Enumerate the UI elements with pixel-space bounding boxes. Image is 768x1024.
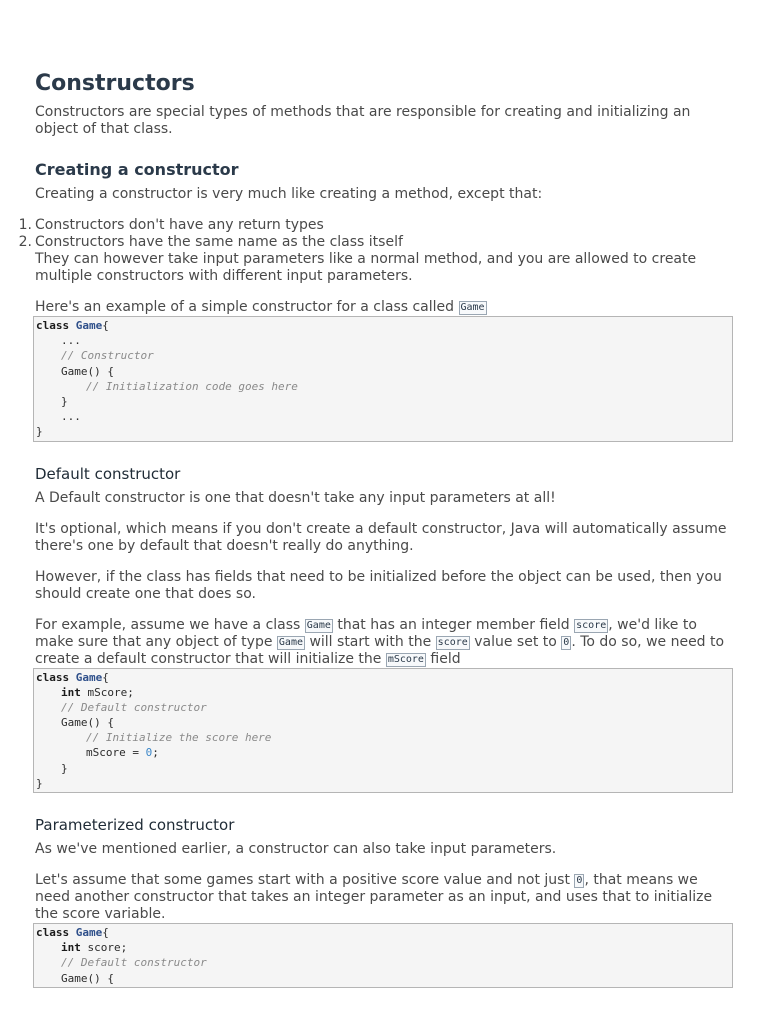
list-item <box>18 234 733 251</box>
list-number: 1. <box>18 217 32 233</box>
code-keyword: int <box>61 941 81 955</box>
code-comment: // Initialize the score here <box>86 731 272 745</box>
code-number: 0 <box>145 746 153 760</box>
section1-lead: Creating a constructor is very much like creating a method, except that: <box>35 186 543 202</box>
text-run: value set to <box>474 633 557 650</box>
code-comment: // Default constructor <box>61 700 207 714</box>
text-run: , we'd like to make sure that any object of type <box>35 616 697 650</box>
code-keyword: int <box>61 685 81 699</box>
text-run: For example, assume we have a class <box>35 616 301 633</box>
text-run: . To do so, we need to create a default constructor that will initialize the <box>35 633 725 667</box>
code-text: { <box>102 670 109 684</box>
code-line: Game() { <box>61 971 114 985</box>
code-text: { <box>102 926 109 939</box>
code-line: Game() { <box>61 716 114 730</box>
code-class-name: Game <box>75 319 103 332</box>
code-block-parameterized-constructor <box>33 923 733 988</box>
section3-paragraph-1: As we've mentioned earlier, a constructor can also take input parameters. <box>35 841 557 857</box>
code-line: } <box>36 776 43 790</box>
list-number: 2. <box>18 234 32 250</box>
inline-code: 0 <box>563 636 570 648</box>
code-keyword: class <box>36 926 70 939</box>
code-text: mScore; <box>87 685 134 699</box>
text-run: will start with the <box>309 633 432 650</box>
inline-code: 0 <box>576 875 583 886</box>
code-text: ; <box>152 746 159 760</box>
code-text: { <box>102 319 109 332</box>
section3-paragraph-2 <box>35 872 733 923</box>
list-item-text: Constructors have the same name as the class itself <box>35 234 403 250</box>
inline-code: mScore <box>387 653 424 665</box>
code-block-simple-constructor <box>33 316 733 442</box>
inline-code: Game <box>460 302 485 313</box>
inline-code: Game <box>278 636 303 648</box>
code-class-name: Game <box>75 670 103 684</box>
section1-after-list: They can however take input parameters like a normal method, and you are allowed to create multiple constructors with different input parameters. <box>35 251 697 284</box>
section2-paragraph-3: However, if the class has fields that need to be initialized before the object can be used, then you should create one that does so. <box>35 568 722 602</box>
code-line: ... <box>61 334 81 348</box>
example-intro-text: Here's an example of a simple constructor for a class called <box>35 299 455 315</box>
requirements-list <box>18 217 733 251</box>
code-line: } <box>36 425 43 439</box>
section2-paragraph-4 <box>35 617 733 668</box>
code-comment: // Default constructor <box>61 956 207 970</box>
text-run: that has an integer member field <box>337 616 570 633</box>
section1-example-intro <box>35 299 733 316</box>
page-title: Constructors <box>35 71 195 96</box>
code-block-default-constructor <box>33 668 733 794</box>
code-line: } <box>61 394 68 408</box>
text-run: , that means we need another constructor that takes an integer parameter as an input, and uses that to initialize the score variable. <box>35 872 713 922</box>
inline-code: score <box>576 619 607 631</box>
text-run: Let's assume that some games start with a positive score value and not just <box>35 872 570 888</box>
code-keyword: class <box>36 670 70 684</box>
list-item <box>18 217 733 234</box>
code-comment: // Constructor <box>61 349 154 363</box>
code-class-name: Game <box>75 926 103 939</box>
inline-code: Game <box>306 619 331 631</box>
intro-paragraph: Constructors are special types of methods that are responsible for creating and initializing an object of that class. <box>35 104 691 137</box>
section2-paragraph-1: A Default constructor is one that doesn't take any input parameters at all! <box>35 489 556 506</box>
text-run: field <box>430 650 461 667</box>
code-line: Game() { <box>61 364 114 378</box>
section2-paragraph-2: It's optional, which means if you don't create a default constructor, Java will automatically assume there's one by default that doesn't really do anything. <box>35 520 727 554</box>
inline-code: score <box>437 636 468 648</box>
code-text: score; <box>87 941 128 955</box>
section-heading-default: Default constructor <box>35 464 181 483</box>
code-line: } <box>61 761 68 775</box>
code-line: ... <box>61 410 81 424</box>
list-item-text: Constructors don't have any return types <box>35 217 324 233</box>
section-heading-parameterized: Parameterized constructor <box>35 816 235 834</box>
section-heading-creating: Creating a constructor <box>35 160 239 179</box>
code-comment: // Initialization code goes here <box>86 379 298 393</box>
code-text: mScore = <box>86 746 139 760</box>
code-keyword: class <box>36 319 70 332</box>
